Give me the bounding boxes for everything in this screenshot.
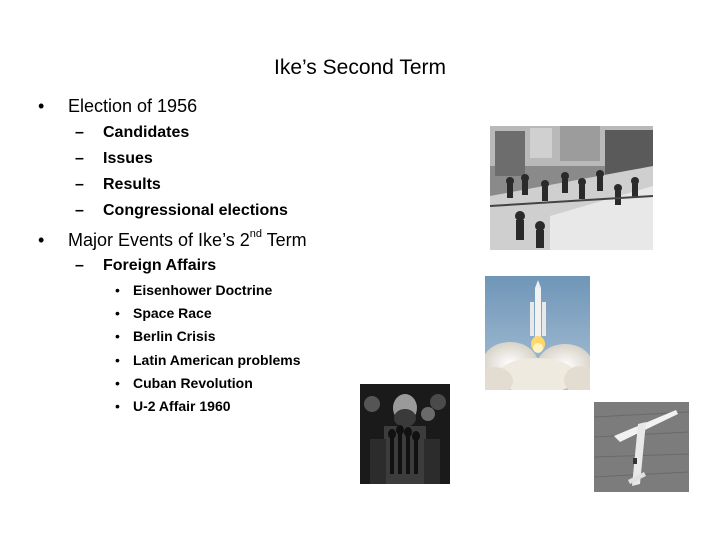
- event-berlin-crisis: • Berlin Crisis: [115, 328, 216, 344]
- bullet-election-1956: [38, 96, 197, 117]
- bullet-marker: •: [38, 230, 45, 250]
- castro-photo: [360, 384, 450, 484]
- subitem-candidates: – Candidates: [75, 124, 190, 141]
- u2-plane-photo: [594, 402, 689, 492]
- subitem-results: – Results: [75, 176, 161, 193]
- event-u2-affair: • U-2 Affair 1960: [115, 398, 231, 414]
- bullet-major-events: [38, 230, 307, 251]
- subitem-foreign-affairs: – Foreign Affairs: [75, 257, 217, 274]
- event-cuban-revolution: • Cuban Revolution: [115, 375, 253, 391]
- rocket-launch-photo: [485, 276, 590, 390]
- bullet-marker: •: [38, 96, 45, 116]
- bullet-text-suffix: Term: [262, 230, 307, 250]
- slide-title: Ike’s Second Term: [274, 56, 446, 79]
- bullet-text-prefix: Major Events of Ike’s 2: [68, 230, 250, 250]
- subitem-issues: – Issues: [75, 150, 153, 167]
- event-latin-american-problems: • Latin American problems: [115, 352, 301, 368]
- event-eisenhower-doctrine: • Eisenhower Doctrine: [115, 282, 273, 298]
- bullet-text-sup: nd: [249, 228, 262, 240]
- berlin-wall-photo: [490, 126, 653, 250]
- event-space-race: • Space Race: [115, 305, 212, 321]
- subitem-congressional-elections: – Congressional elections: [75, 202, 288, 219]
- bullet-text: Election of 1956: [68, 96, 198, 116]
